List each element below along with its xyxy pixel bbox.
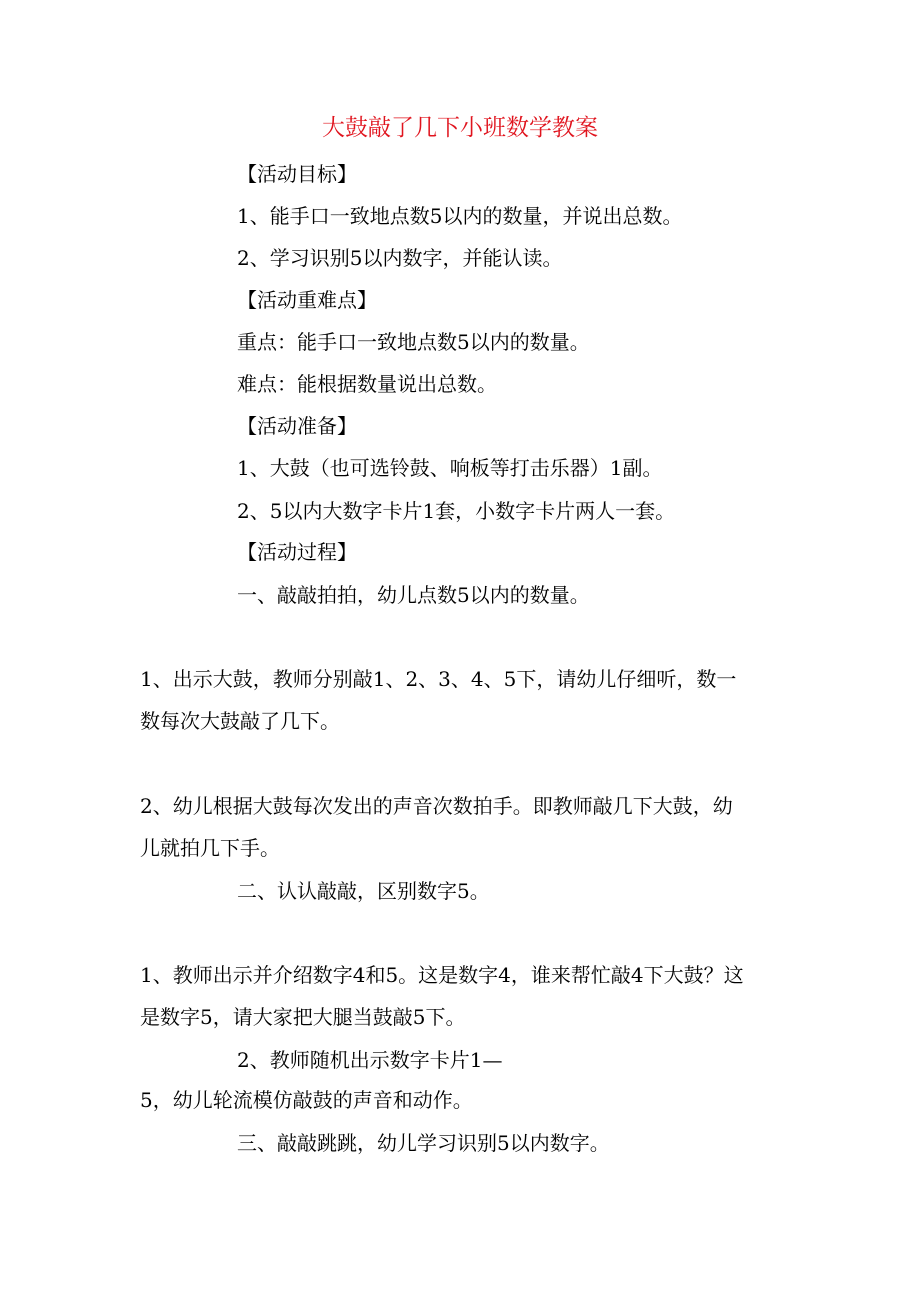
paragraph: 1、大鼓（也可选铃鼓、响板等打击乐器）1副。 (237, 456, 663, 480)
paragraph: 2、学习识别5以内数字，并能认读。 (237, 246, 563, 270)
paragraph: 数每次大鼓敲了几下。 (140, 709, 340, 733)
heading-process: 【活动过程】 (237, 540, 357, 564)
section-heading: 一、敲敲拍拍，幼儿点数5以内的数量。 (237, 583, 590, 607)
paragraph: 2、5以内大数字卡片1套，小数字卡片两人一套。 (237, 499, 676, 523)
heading-key-points: 【活动重难点】 (237, 288, 377, 312)
paragraph: 1、教师出示并介绍数字4和5。这是数字4，谁来帮忙敲4下大鼓？这 (140, 963, 744, 987)
paragraph: 2、教师随机出示数字卡片1— (237, 1048, 503, 1072)
paragraph: 重点：能手口一致地点数5以内的数量。 (237, 330, 590, 354)
paragraph: 1、出示大鼓，教师分别敲1、2、3、4、5下，请幼儿仔细听，数一 (140, 667, 737, 691)
paragraph: 难点：能根据数量说出总数。 (237, 372, 497, 396)
document-title: 大鼓敲了几下小班数学教案 (322, 115, 598, 141)
paragraph: 5，幼儿轮流模仿敲鼓的声音和动作。 (140, 1088, 473, 1112)
section-heading: 二、认认敲敲，区别数字5。 (237, 879, 490, 903)
paragraph: 1、能手口一致地点数5以内的数量，并说出总数。 (237, 204, 683, 228)
paragraph: 2、幼儿根据大鼓每次发出的声音次数拍手。即教师敲几下大鼓，幼 (140, 794, 733, 818)
heading-goals: 【活动目标】 (237, 162, 357, 186)
paragraph: 是数字5，请大家把大腿当鼓敲5下。 (140, 1005, 466, 1029)
section-heading: 三、敲敲跳跳，幼儿学习识别5以内数字。 (237, 1131, 610, 1155)
heading-preparation: 【活动准备】 (237, 414, 357, 438)
paragraph: 儿就拍几下手。 (140, 836, 280, 860)
